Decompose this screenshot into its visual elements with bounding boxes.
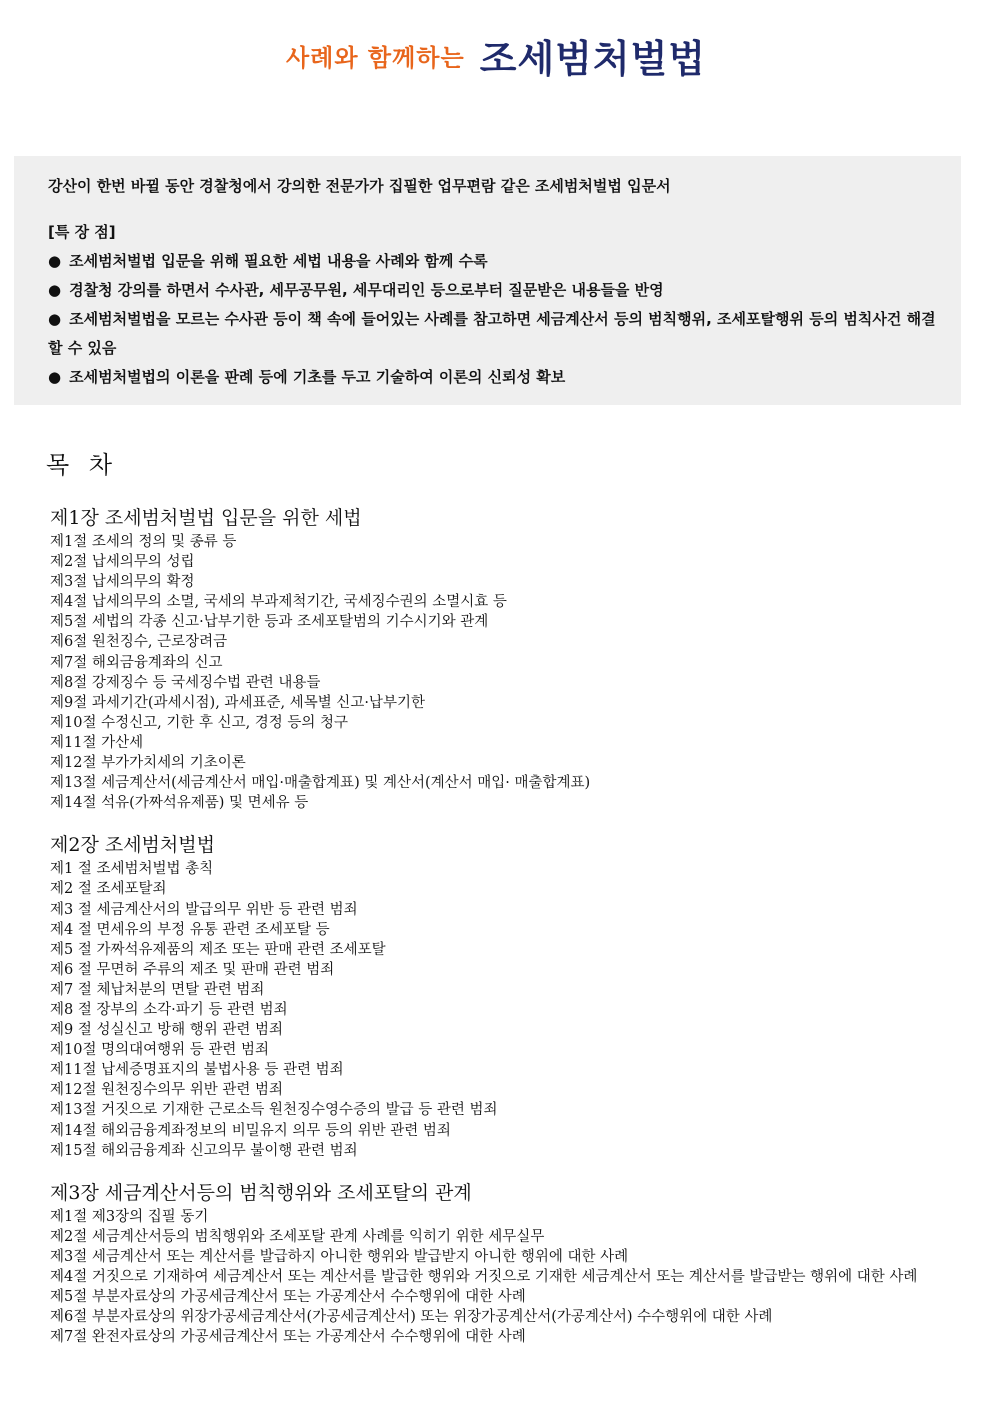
feature-item: [48, 363, 943, 392]
toc-section: 제11절 납세증명표지의 불법사용 등 관련 범죄: [50, 1062, 344, 1079]
toc-section: 제8절 강제징수 등 국세징수법 관련 내용들: [50, 674, 321, 691]
features-list: [48, 247, 943, 392]
toc-section: 제8 절 장부의 소각·파기 등 관련 범죄: [50, 1001, 288, 1018]
toc-section: 제13절 거짓으로 기재한 근로소득 원천징수영수증의 발급 등 관련 범죄: [50, 1102, 498, 1119]
feature-text: 경찰청 강의를 하면서 수사관, 세무공무원, 세무대리인 등으로부터 질문받은 내용들을 반영: [69, 281, 664, 299]
header-subtitle: 사례와 함께하는: [286, 44, 465, 72]
toc-section: 제5절 부분자료상의 가공세금계산서 또는 가공계산서 수수행위에 대한 사례: [50, 1289, 526, 1306]
feature-text: 조세범처벌법의 이론을 판례 등에 기초를 두고 기술하여 이론의 신뢰성 확보: [69, 368, 566, 386]
feature-text: 조세범처벌법 입문을 위해 필요한 세법 내용을 사례와 함께 수록: [69, 252, 488, 270]
feature-text: 조세범처벌법을 모르는 수사관 등이 책 속에 들어있는 사례를 참고하면 세금계산서 등의 범칙행위, 조세포탈행위 등의 범칙사건 해결할 수 있음: [48, 310, 936, 357]
page-header: [0, 28, 992, 84]
toc-section: 제2절 납세의무의 성립: [50, 554, 195, 571]
table-of-contents: [50, 505, 950, 1366]
toc-chapter: [50, 505, 950, 813]
chapter-title: 제1장 조세범처벌법 입문을 위한 세법: [50, 507, 362, 529]
toc-section: 제4절 납세의무의 소멸, 국세의 부과제척기간, 국세징수권의 소멸시효 등: [50, 594, 507, 611]
toc-section: 제2절 세금계산서등의 범칙행위와 조세포탈 관계 사례를 익히기 위한 세무실무: [50, 1228, 545, 1245]
toc-section: 제11절 가산세: [50, 734, 144, 751]
bullet-icon: ●: [48, 281, 62, 299]
feature-item: [48, 247, 943, 276]
feature-item: [48, 276, 943, 305]
toc-section: 제10절 명의대여행위 등 관련 범죄: [50, 1042, 269, 1059]
toc-section: 제9 절 성실신고 방해 행위 관련 범죄: [50, 1022, 283, 1039]
bullet-icon: ●: [48, 368, 62, 386]
toc-title: 목 차: [46, 451, 118, 479]
intro-description: 강산이 한번 바뀔 동안 경찰청에서 강의한 전문가가 집필한 업무편람 같은 조세범처벌법 입문서: [48, 177, 671, 195]
toc-section: 제3절 세금계산서 또는 계산서를 발급하지 아니한 행위와 발급받지 아니한 행위에 대한 사례: [50, 1248, 629, 1265]
toc-section: 제9절 과세기간(과세시점), 과세표준, 세목별 신고·납부기한: [50, 694, 425, 711]
feature-item: [48, 305, 943, 363]
toc-section: 제13절 세금계산서(세금계산서 매입·매출합계표) 및 계산서(계산서 매입· 매출합계표): [50, 775, 591, 792]
toc-section: 제15절 해외금융계좌 신고의무 불이행 관련 범죄: [50, 1142, 358, 1159]
toc-section: 제1 절 조세범처벌법 총칙: [50, 861, 214, 878]
chapter-title: 제2장 조세범처벌법: [50, 834, 215, 857]
toc-section: 제14절 해외금융계좌정보의 비밀유지 의무 등의 위반 관련 범죄: [50, 1122, 451, 1139]
toc-section: 제4 절 면세유의 부정 유통 관련 조세포탈 등: [50, 921, 330, 938]
bullet-icon: ●: [48, 310, 62, 328]
intro-box: [14, 156, 961, 405]
toc-section: 제7절 해외금융계좌의 신고: [50, 654, 223, 671]
toc-section: 제12절 원천징수의무 위반 관련 범죄: [50, 1082, 283, 1099]
toc-section: 제14절 석유(가짜석유제품) 및 면세유 등: [50, 795, 309, 812]
toc-section: 제12절 부가가치세의 기초이론: [50, 755, 246, 772]
toc-section: 제6절 부분자료상의 위장가공세금계산서(가공세금계산서) 또는 위장가공계산서(가공계산서) 수수행위에 대한 사례: [50, 1309, 773, 1326]
toc-section: 제7절 완전자료상의 가공세금계산서 또는 가공계산서 수수행위에 대한 사례: [50, 1329, 526, 1346]
toc-section: 제7 절 체납처분의 면탈 관련 범죄: [50, 981, 265, 998]
chapter-title: 제3장 세금계산서등의 범칙행위와 조세포탈의 관계: [50, 1181, 472, 1204]
toc-section: 제3절 납세의무의 확정: [50, 574, 195, 591]
toc-chapter: [50, 832, 950, 1160]
toc-section: 제10절 수정신고, 기한 후 신고, 경정 등의 청구: [50, 714, 349, 731]
bullet-icon: ●: [48, 252, 62, 270]
toc-section: 제1절 제3장의 집필 동기: [50, 1208, 209, 1225]
toc-section: 제6절 원천징수, 근로장려금: [50, 634, 228, 651]
toc-chapter: [50, 1180, 950, 1348]
toc-section: 제6 절 무면허 주류의 제조 및 판매 관련 범죄: [50, 961, 335, 978]
toc-section: 제3 절 세금계산서의 발급의무 위반 등 관련 범죄: [50, 901, 358, 918]
toc-section: 제1절 조세의 정의 및 종류 등: [50, 534, 237, 550]
features-heading: [특 장 점]: [48, 223, 116, 241]
header-title: 조세범처벌법: [479, 37, 706, 81]
toc-section: 제2 절 조세포탈죄: [50, 881, 167, 898]
toc-section: 제5절 세법의 각종 신고·납부기한 등과 조세포탈범의 기수시기와 관계: [50, 614, 489, 631]
toc-section: 제5 절 가짜석유제품의 제조 또는 판매 관련 조세포탈: [50, 941, 386, 958]
toc-section: 제4절 거짓으로 기재하여 세금계산서 또는 계산서를 발급한 행위와 거짓으로 기재한 세금계산서 또는 계산서를 발급받는 행위에 대한 사례: [50, 1269, 918, 1285]
